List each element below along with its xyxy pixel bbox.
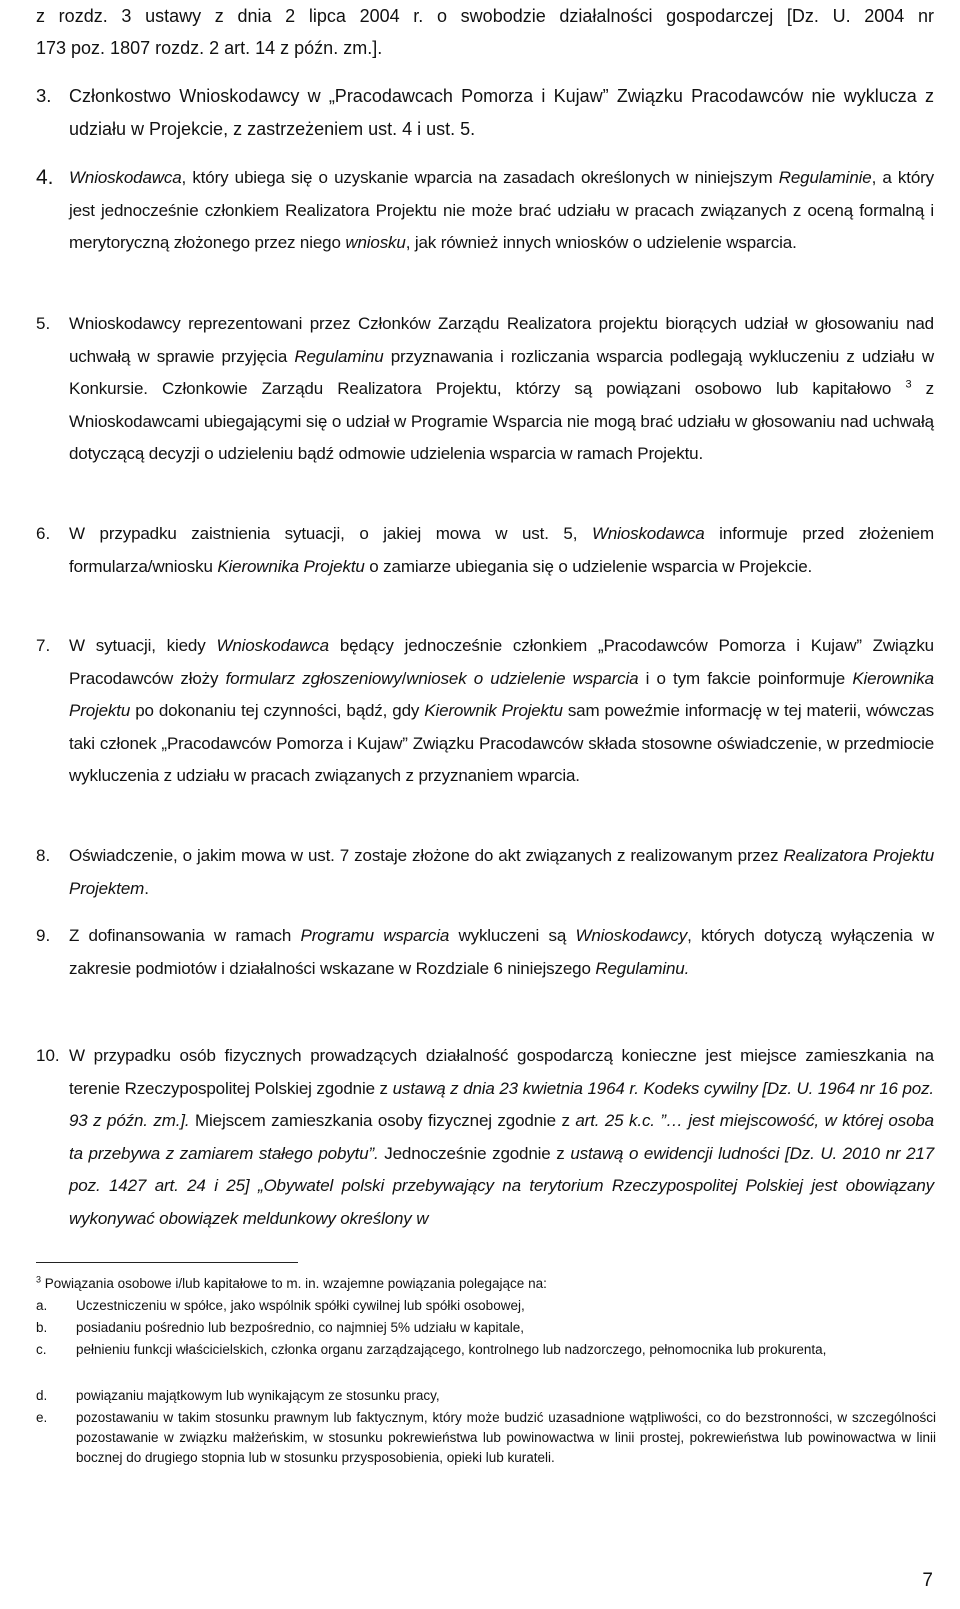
text-segment: Miejscem zamieszkania osoby fizycznej zgodnie z bbox=[189, 1111, 576, 1130]
text-segment: Jednocześnie zgodnie z bbox=[378, 1143, 571, 1163]
page-number: 7 bbox=[922, 1570, 933, 1591]
text-segment: sam poweźmie informację w tej materii, wówczas taki członek „Pracodawców Pomorza i Kujaw” Związku Pracodawców składa stosowne oświadczenie, w przedmiocie wykluczenia z udziału w pracach związanych z przyznaniem wparcia. bbox=[69, 701, 934, 785]
text-segment: Kierownika Projektu bbox=[217, 556, 365, 576]
item-number: 7. bbox=[36, 636, 51, 655]
text-segment: Wnioskodawca bbox=[69, 168, 182, 187]
text-segment: przyznawania i rozliczania wsparcia podlegają wykluczeniu z udziału w Konkursie. Członkowie Zarządu Realizatora Projektu, którzy są powiązani osobowo lub kapitałowo bbox=[69, 346, 934, 398]
footnote-entry-letter: b. bbox=[36, 1320, 48, 1335]
text-segment: wniosku bbox=[345, 233, 406, 252]
footnote-reference: 3 bbox=[905, 378, 912, 391]
text-segment: Wnioskodawca bbox=[216, 636, 329, 655]
item-text bbox=[69, 162, 934, 260]
item-text bbox=[69, 308, 934, 471]
footnote-entry-letter: e. bbox=[36, 1410, 48, 1425]
footnote-separator bbox=[36, 1262, 298, 1263]
text-segment: Kierownika Projektu bbox=[69, 668, 934, 720]
text-segment: wykluczeni są bbox=[449, 926, 576, 945]
footnote-mark: 3 bbox=[36, 1274, 42, 1285]
text-segment: ustawą z dnia 23 kwietnia 1964 r. Kodeks cywilny [Dz. U. 1964 nr 16 poz. 93 z późn. zm.]. bbox=[69, 1078, 935, 1130]
text-segment: Regulaminu bbox=[294, 346, 384, 366]
item-text bbox=[69, 1040, 934, 1235]
text-segment: Realizatora Projektu Projektem bbox=[69, 846, 935, 898]
text-segment: Członkostwo Wnioskodawcy w „Pracodawcach Pomorza i Kujaw” Związku Pracodawców nie wyklucza z udziału w Projekcie, z zastrzeżeniem ust. 4 i ust. 5. bbox=[69, 86, 934, 139]
item-number: 8. bbox=[36, 846, 51, 865]
text-segment: , a który jest jednocześnie członkiem Realizatora Projektu nie może brać udziału w pracach związanych z oceną formalną i merytoryczną złożonego przez niego bbox=[69, 168, 934, 252]
item-number: 6. bbox=[36, 524, 51, 543]
text-segment: Regulaminie bbox=[778, 168, 872, 187]
text-segment: W przypadku zaistnienia sytuacji, o jakiej mowa w ust. 5, bbox=[69, 524, 592, 543]
intro-line-2: 173 poz. 1807 rozdz. 2 art. 14 z późn. zm.]. bbox=[36, 38, 383, 58]
text-segment: Z dofinansowania w ramach bbox=[69, 926, 301, 945]
item-number: 10. bbox=[36, 1046, 60, 1065]
text-segment: ustawą o ewidencji ludności [Dz. U. 2010 nr 217 poz. 1427 art. 24 i 25] „Obywatel polski przebywający na terytorium Rzeczypospolitej Polskiej jest obowiązany wykonywać obowiązek meldunkowy określony w bbox=[69, 1143, 935, 1228]
text-segment: W przypadku osób fizycznych prowadzących działalność gospodarczą konieczne jest miejsce zamieszkania na terenie Rzeczypospolitej Polskiej zgodnie z bbox=[69, 1046, 934, 1098]
text-segment: z Wnioskodawcami ubiegającymi się o udział w Programie Wsparcia nie mogą brać udziału w głosowaniu nad uchwałą dotyczącą decyzji o udzieleniu bądź odmowie udzielenia wsparcia w ramach Projektu. bbox=[69, 379, 934, 463]
item-number: 9. bbox=[36, 926, 51, 945]
text-segment: / bbox=[401, 668, 407, 688]
text-segment: formularz zgłoszeniowy bbox=[225, 668, 402, 688]
text-segment: Programu wsparcia bbox=[300, 926, 450, 945]
item-text bbox=[69, 630, 934, 793]
item-number: 3. bbox=[36, 85, 52, 106]
text-segment: , jak również innych wniosków o udzielenie wsparcia. bbox=[405, 233, 797, 252]
text-segment: Wnioskodawca bbox=[591, 524, 705, 543]
footnote-entry-text: Uczestniczeniu w spółce, jako wspólnik spółki cywilnej lub spółki osobowej, bbox=[76, 1298, 525, 1313]
text-segment: . bbox=[144, 878, 149, 898]
footnote-entry-text: powiązaniu majątkowym lub wynikającym ze stosunku pracy, bbox=[76, 1388, 440, 1403]
text-segment: będący jednocześnie członkiem „Pracodawców Pomorza i Kujaw” Związku Pracodawców złoży bbox=[69, 636, 934, 688]
text-segment: Regulaminu. bbox=[595, 958, 690, 978]
text-segment: Oświadczenie, o jakim mowa w ust. 7 zostaje złożone do akt związanych z realizowanym przez bbox=[69, 846, 784, 865]
item-number: 5. bbox=[36, 314, 51, 333]
footnote-entry-text: pełnieniu funkcji właścicielskich, członka organu zarządzającego, kontrolnego lub nadzorczego, pełnomocnika lub prokurenta, bbox=[76, 1342, 827, 1357]
text-segment: informuje przed złożeniem formularza/wniosku bbox=[69, 524, 934, 576]
item-text bbox=[69, 920, 934, 985]
text-segment: Wnioskodawcy bbox=[575, 926, 688, 945]
text-segment: Wnioskodawcy reprezentowani przez Członków Zarządu Realizatora projektu biorących udział w głosowaniu nad uchwałą w sprawie przyjęcia bbox=[69, 314, 934, 366]
item-text bbox=[69, 518, 934, 583]
text-segment: , który ubiega się o uzyskanie wparcia na zasadach określonych w niniejszym bbox=[181, 168, 779, 187]
footnote-entry-letter: c. bbox=[36, 1342, 47, 1357]
footnote-heading bbox=[36, 1274, 547, 1294]
text-segment: o zamiarze ubiegania się o udzielenie wsparcia w Projekcie. bbox=[364, 556, 813, 576]
text-segment: i o tym fakcie poinformuje bbox=[638, 668, 853, 688]
intro-paragraph bbox=[36, 0, 934, 64]
item-number: 4. bbox=[36, 166, 54, 189]
footnote-entry-text: pozostawaniu w takim stosunku prawnym lub faktycznym, który może budzić uzasadnione wątpliwości, co do bezstronności, w szczególności pozostawanie w związku małżeńskim, w stosunku pokrewieństwa lub powinowactwa w linii prostej, pokrewieństwa lub powinowactwa w linii bocznej do drugiego stopnia lub w stosunku przysposobienia, opieki lub kurateli. bbox=[76, 1410, 936, 1465]
footnote-entry-letter: d. bbox=[36, 1388, 48, 1403]
footnote-entry-letter: a. bbox=[36, 1298, 48, 1313]
text-segment: art. 25 k.c. ”… jest miejscowość, w której osoba ta przebywa z zamiarem stałego pobytu”. bbox=[69, 1111, 934, 1163]
text-segment: , których dotyczą wyłączenia w zakresie podmiotów i działalności wskazane w Rozdziale 6 niniejszego bbox=[69, 926, 934, 978]
footnote-heading-text: Powiązania osobowe i/lub kapitałowe to m. in. wzajemne powiązania polegające na: bbox=[44, 1276, 547, 1291]
text-segment: po dokonaniu tej czynności, bądź, gdy bbox=[130, 701, 425, 720]
text-segment: W sytuacji, kiedy bbox=[69, 636, 217, 655]
footnote-entry-text: posiadaniu pośrednio lub bezpośrednio, co najmniej 5% udziału w kapitale, bbox=[76, 1320, 525, 1335]
text-segment: wniosek o udzielenie wsparcia bbox=[406, 668, 639, 688]
intro-line-1: z rozdz. 3 ustawy z dnia 2 lipca 2004 r. o swobodzie działalności gospodarczej [Dz. U. 2004 nr bbox=[36, 6, 934, 26]
text-segment: Kierownik Projektu bbox=[424, 701, 563, 720]
item-text bbox=[69, 80, 934, 145]
item-text bbox=[69, 840, 934, 905]
